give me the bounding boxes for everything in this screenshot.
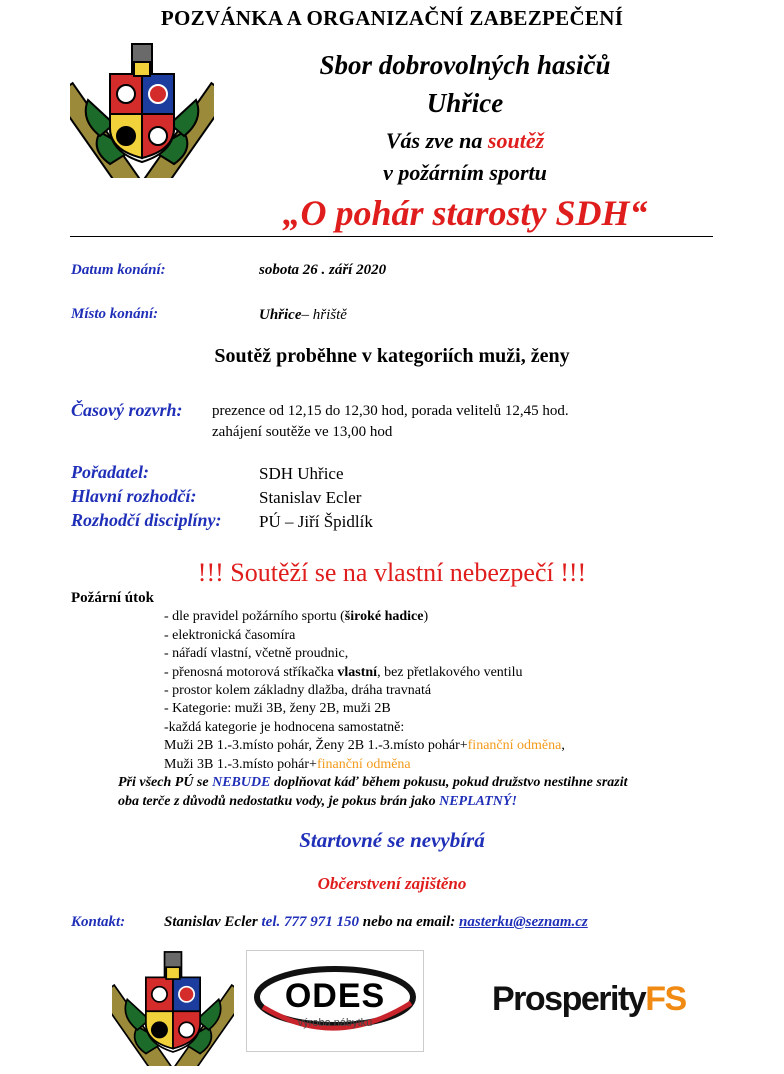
categories-heading: Soutěž proběhne v kategoriích muži, ženy [214,345,570,367]
page-title: POZVÁNKA A ORGANIZAČNÍ ZABEZPEČENÍ [160,6,624,30]
invite-line [240,128,690,154]
refreshments-notice: Občerstvení zajištěno [317,874,467,893]
schedule-line-2: zahájení soutěže ve 13,00 hod [212,424,393,440]
prosperity-wordmark: Prosperity [492,980,646,1018]
discipline-referee-label: Rozhodčí disciplíny: [71,510,222,530]
contact-phone: tel. 777 971 150 [261,914,360,930]
rule-item: - nářadí vlastní, včetně proudnic, [164,646,349,661]
rule-item: - přenosná motorová stříkačka vlastní, bez přetlakového ventilu [164,665,523,680]
referee-value: Stanislav Ecler [259,488,362,507]
place-value: Uhřice [259,307,302,323]
discipline-referee-value: PÚ – Jiří Špidlík [259,512,373,531]
contact-email-link[interactable]: nasterku@seznam.cz [459,914,588,930]
rule-item: - prostor kolem základny dlažba, dráha travnatá [164,683,432,698]
place-label: Místo konání: [71,306,159,322]
water-note: Při všech PÚ se NEBUDE doplňovat káď během pokusu, pokud družstvo nestihne srazit [118,775,628,790]
contact-label: Kontakt: [71,914,126,930]
section-heading: Požární útok [71,590,154,606]
date-label: Datum konání: [71,262,166,278]
place-value-line [259,306,347,324]
organization-town: Uhřice [426,88,504,118]
warning-banner: !!! Soutěží se na vlastní nebezpečí !!! [197,558,587,587]
contact-name: Stanislav Ecler [164,914,258,930]
rule-item: - dle pravidel požárního sportu (široké hadice) [164,609,429,624]
organization-name: Sbor dobrovolných hasičů [319,50,611,80]
odes-wordmark: ODES [284,977,386,1015]
cup-name: „O pohár starosty SDH“ [282,193,648,233]
contact-line: Stanislav Ecler tel. 777 971 150 nebo na email: nasterku@seznam.cz [164,914,588,930]
prize-line: Muži 2B 1.-3.místo pohár, Ženy 2B 1.-3.místo pohár+finanční odměna, [164,738,565,753]
water-note: oba terče z důvodů nedostatku vody, je pokus brán jako NEPLATNÝ! [118,794,517,809]
rule-categories: - Kategorie: muži 3B, ženy 2B, muži 2B [164,701,391,716]
invite-prefix: Vás zve na [385,128,488,153]
rule-evaluation: -každá kategorie je hodnocena samostatně: [164,720,405,735]
invite-line-2: v požárním sportu [383,160,547,185]
prosperity-fs-mark: FS [645,980,686,1018]
entry-fee-notice: Startovné se nevybírá [299,828,485,852]
invite-word: soutěž [487,128,545,153]
rule-item: - elektronická časomíra [164,628,296,643]
organizer-value: SDH Uhřice [259,464,344,483]
fire-brigade-emblem-bottom [112,948,234,1066]
schedule-label: Časový rozvrh: [71,400,183,420]
date-value: sobota 26 . září 2020 [259,262,387,278]
schedule-line-1: prezence od 12,15 do 12,30 hod, porada velitelů 12,45 hod. [212,403,569,419]
odes-sponsor-logo [246,950,424,1052]
prosperity-fs-sponsor-logo [492,980,686,1019]
odes-tagline: výroba nábytku [297,1017,373,1029]
place-suffix: – hřiště [301,307,347,323]
fire-brigade-emblem [70,40,214,178]
prize-line: Muži 3B 1.-3.místo pohár+finanční odměna [164,757,411,772]
referee-label: Hlavní rozhodčí: [71,486,197,506]
organizer-label: Pořadatel: [71,462,149,482]
header-divider [70,236,713,237]
